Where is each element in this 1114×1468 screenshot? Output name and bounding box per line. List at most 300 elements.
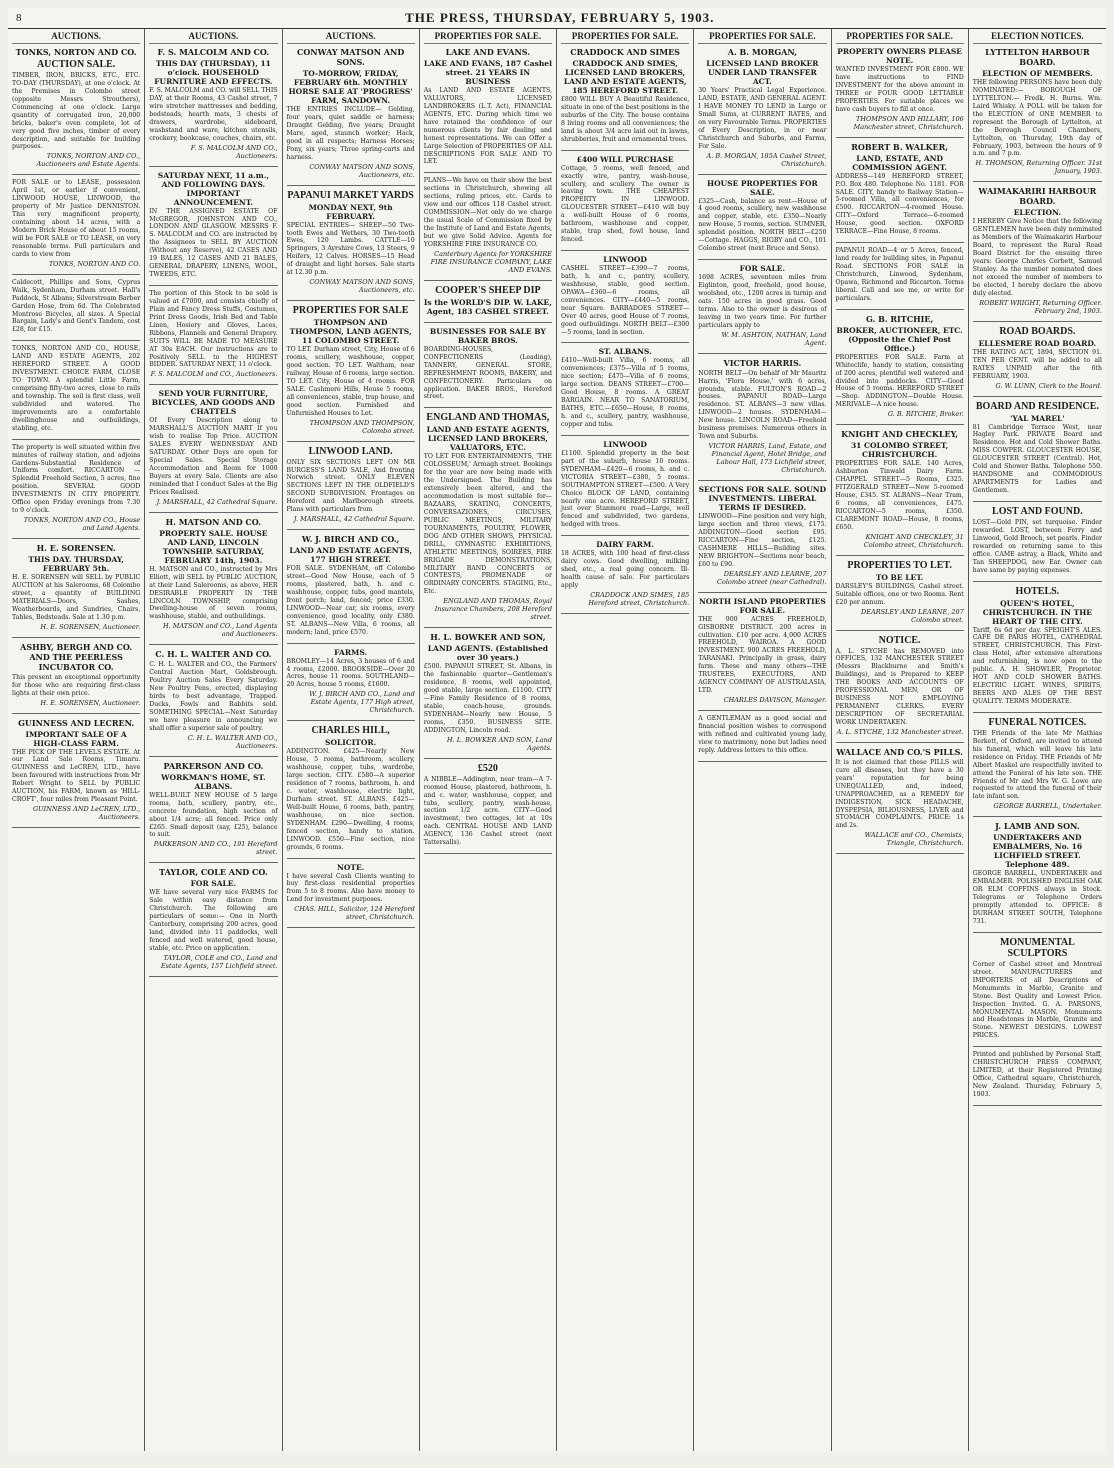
ad-body-text: FOR SALE or to LEASE, possession April 1st, or earlier if convenient, LINWOOD HOUSE, LINWOOD, the property of Mr Justice DENNISTON. This very magnificent property, containing about 14 acres, with a Modern Brick House of about 15 rooms, will be FOR SALE or TO LEASE, on very reasonable terms. Full particulars and cards to view from (12, 179, 141, 258)
ad-signature: G. B. RITCHIE, Broker. (887, 410, 964, 419)
column-5 (557, 29, 694, 1451)
ad-headline: NOTICE. (878, 634, 921, 646)
ad-signature: DEARSLEY AND LEARNE, 207 Colombo street (near Cathedral). (716, 569, 827, 586)
ad-body-text: I have several Cash Clients wanting to buy first-class residential properties from 5 to 8 rooms. Also have money to Lend for investment purposes. (286, 872, 415, 904)
advertisement (836, 635, 964, 736)
ad-body-text: CASHEL STREET—£390—7 rooms, bath, h. and c., pantry, scullery, washhouse, stable, good section. OPAWA—£360—6 rooms, all conveniences. CITY—£440—5 rooms, near Square. BARBADOES STREET—Over 40 acres, good House of 7 rooms, good outbuildings. NORTH BELT—£300—5 rooms, land in section. (561, 265, 690, 336)
ad-body-text: THE RATING ACT, 1894, SECTION 91. TEN PER CENT. will be added to all RATES UNPAID after the 6th FEBRUARY, 1903. (972, 348, 1102, 380)
divider (561, 250, 689, 251)
advertisement (836, 314, 964, 419)
ad-body-text: GEORGE BARRELL, UNDERTAKER and EMBALMER. POLISHED ENGLISH OAK OR ELM COFFINS always in Stock. Telegrams or Telephone Orders promptly attended to. OFFICE: 8 DURHAM STREET SOUTH, Telephone 731. (972, 870, 1102, 925)
divider (149, 285, 277, 286)
ad-body-text: PAPANUI ROAD—4 or 5 Acres, fenced, land ready for building sites, in Papanui Road. SECTIONS FOR SALE in Christchurch, Linwood, Sydenham, Opawa, Richmond and Riccarton. Terms liberal. Call and see me, or write for particulars. (835, 247, 964, 302)
ad-headline: AUCTION SALE. (36, 59, 116, 70)
ad-subheading: IMPORTANT SALE OF A HIGH-CLASS FARM. (25, 729, 127, 748)
advertisement (973, 937, 1102, 1040)
advertisement (424, 285, 552, 316)
ad-body-text: PROPERTIES FOR SALE. 140 Acres, Ashburton Tinwald Dairy Farm. CHAPPEL STREET—5 Rooms, £325. FITZGERALD STREET—New 5-roomed House, £345. ST. ALBANS—Near Tram, 6 rooms, all conveniences, £475. RICCARTON—5 rooms, £350. CLAREMONT ROAD—House, 8 rooms, £650. (835, 460, 964, 531)
ad-signature: DEARSLEY AND LEARNE, 207 Colombo street. (861, 607, 964, 624)
ad-body-text: Printed and published by Personal Staff, CHRISTCHURCH PRESS COMPANY, LIMITED, at their Registered Printing Office, Cathedral square, Christchurch, New Zealand. Thursday, February 5, 1903. (972, 1051, 1102, 1098)
divider (424, 853, 552, 854)
column-heading: ELECTION NOTICES. (973, 31, 1102, 44)
advertisement (973, 506, 1102, 575)
ad-subheading: DAIRY FARM. (596, 540, 654, 550)
column-8 (969, 29, 1106, 1451)
ad-body-text: The property is well situated within five minutes of railway station, and adjoins Gardens-Substantial Residence of Uniform comfort. RICCARTON — Splendid Freehold Section, 5 acres, fine position. SEVERAL GOOD INVESTMENTS IN CITY PROPERTY. Office open Friday evenings from 7.30 to 9 o'clock. (12, 443, 141, 515)
page-number-left: 8 (16, 12, 22, 24)
column-3 (283, 29, 420, 1451)
ad-body-text: £800 WILL BUY A Beautiful Residence, situate in one of the best positions in the suburbs of the City. The house contains 8 living rooms and all conveniences; the land is about 3/4 acre laid out in lawns, shrubberies, fruit and ornamental trees. (561, 96, 690, 143)
divider (973, 1105, 1102, 1106)
ad-signature: THOMPSON AND THOMPSON, Colombo street. (309, 418, 415, 435)
ad-body-text: As LAND AND ESTATE AGENTS, VALUATORS, LICENSED LANDBROKERS (L.T. Act), FINANCIAL AGENTS, ETC. During which time we have retained the confidence of our numerous clients by fair dealing and honest representations. We can Offer a Large Selection of PROPERTIES OF ALL DESCRIPTIONS FOR SALE AND TO LET. (423, 87, 552, 166)
ad-signature: TAYLOR, COLE and CO., Land and Estate Agents, 157 Lichfield street. (160, 953, 278, 970)
divider (12, 713, 140, 714)
advertisement (12, 345, 140, 432)
ad-headline: PROPERTIES FOR SALE (292, 305, 409, 317)
ad-body-text: ADDRESS—149 HEREFORD STREET, P.O. Box 480. Telephone No. 1181. FOR SALE. CITY, handy to Railway Station—5-roomed Villa, all conveniences, for £500. RICCARTON—4-roomed House. CITY—Oxford Terrace—6-roomed House, good section. OXFORD TERRACE—Fine House, 8 rooms. (835, 172, 964, 236)
ad-body-text: IN THE ASSIGNED ESTATE OF McGREGOR, JOHNSTON AND CO., LONDON AND GLASGOW. MESSRS F. S. MALCOLM and CO. are instructed by the Assignees to SELL BY AUCTION (Without any Reserve), 42 CASES AND 19 BALES, 12 CASES AND 21 BALES, GENERAL DRAPERY, LINENS, WOOL, TWEEDS, ETC. (149, 207, 278, 279)
ad-subheading: BROKER, AUCTIONEER, ETC. (Opposite the Chief Post Office.) (836, 325, 963, 353)
advertisement (287, 47, 415, 179)
divider (561, 613, 689, 614)
advertisement (836, 429, 964, 548)
ad-signature: CONWAY MATSON AND SONS, Auctioneers, etc. (309, 278, 415, 295)
ad-body-text: A NIBBLE—Addington, near tram—A 7-roomed House, plastered, bathroom, h. and c. water, washhouse, copper, and tubs, scullery, pantry, wash-house, section 1/2 acre. CITY—Good investment, two cottages, let at 10s each. CENTRAL HOUSE AND LAND AGENCY, 136 Cashel street (next Tattersalls). (423, 775, 552, 847)
divider (836, 309, 964, 310)
advertisement (424, 177, 552, 273)
ad-subheading: LAND, ESTATE, AND COMMISSION AGENT. (852, 153, 948, 172)
ad-body-text: F. S. MALCOLM and CO. will SELL THIS DAY, at their Rooms, 43 Cashel street, 7 wire stretcher mattresses and bedding, bedsteads, hearth mats, 3 chests of drawers, wardrobe, sideboard, washstand and ware, kitchen utensils, crockery, bookcase, couches, chairs, etc. (149, 87, 278, 142)
columns-container (8, 29, 1106, 1451)
ad-signature: W. J. BIRCH AND CO., Land and Estate Agents, 177 High street, Christchurch. (309, 690, 415, 715)
divider (12, 439, 140, 440)
ad-subheading: SEND YOUR FURNITURE, BICYCLES, AND GOODS AND CHATTELS (151, 389, 276, 417)
advertiser-name: A. B. MORGAN, (727, 47, 797, 57)
advertisement (149, 47, 277, 160)
advertisement (561, 540, 689, 607)
advertisement (12, 543, 140, 631)
divider (836, 853, 964, 854)
divider (287, 720, 415, 721)
ad-body-text: NORTH BELT—On behalf of Mr Mauritz Harris, 'Flora House,' with 6 acres, grounds, stable. FULTON'S ROAD—2 houses. PAPANUI ROAD—Large residence. ST. ALBANS—3 new villas. LINWOOD—2 houses. SYDENHAM—New house. LINCOLN ROAD—Freehold business premises. Numerous others in Town and Suburbs. (698, 369, 827, 441)
advertisement (836, 247, 964, 303)
divider (287, 300, 415, 301)
ad-body-text: TO LET FOR ENTERTAINMENTS, 'THE COLOSSEUM,' Armagh street. Bookings for the year are now being made with the Undersigned. The Building has extensively been altered, and the accommodation is most suitable for— BAZAARS, SKATING, CONCERTS, CONVERSAZIONES, CIRCUSES, PUBLIC MEETINGS, MILITARY TOURNAMENTS, POULTRY, FLOWER, DOG AND OTHER SHOWS, PHYSICAL DRILL, GYMNASTIC EXHIBITIONS, ATHLETIC MEETINGS, SOIREES, FIRE BRIGADE DEMONSTRATIONS, MILITARY BAND CONCERTS or CONTESTS, PROMENADE or ORDINARY CONCERTS. STAGING, Etc., Etc. (423, 453, 552, 596)
advertiser-name: LYTTELTON HARBOUR BOARD. (985, 47, 1090, 67)
ad-body-text: It is not claimed that these PILLS will cure all diseases, but they have a 30 years' reputation for being UNEQUALLED, and, indeed, UNAPPROACHED, as a REMEDY for INDIGESTION, SICK HEADACHE, DYSPEPSIA, BILIOUSNESS, LIVER and STOMACH COMPLAINTS. PRICE: 1s and 2s. (835, 758, 964, 830)
ad-signature: G. W. LUNN, Clerk to the Board. (995, 381, 1102, 390)
advertisement (149, 389, 277, 505)
ad-signature: GEORGE BARRELL, Undertaker. (993, 802, 1102, 811)
divider (973, 321, 1102, 322)
ad-signature: W. M. ASHTON, NATHAN, Land Agent. (721, 330, 827, 347)
divider (561, 535, 689, 536)
ad-signature: GUINNESS AND LeCREN, LTD., Auctioneers. (32, 805, 141, 822)
ad-headline: FUNERAL NOTICES. (988, 716, 1087, 728)
advertiser-name: PARKERSON AND CO. (163, 760, 264, 771)
ad-signature: J. MARSHALL, 42 Cathedral Square. (156, 497, 278, 506)
ad-signature: TONKS, NORTON AND CO. (48, 259, 141, 268)
ad-subheading: PROPERTY OWNERS PLEASE NOTE. (837, 47, 963, 65)
advertiser-name: C. H. L. WALTER AND CO. (155, 649, 272, 660)
divider (149, 384, 277, 385)
column-4 (420, 29, 557, 1451)
ad-subheading: ELECTION. (1013, 208, 1062, 218)
ad-signature: TONKS, NORTON AND CO., Auctioneers and Estate Agents. (36, 152, 141, 169)
ad-signature: PARKERSON AND CO., 191 Hereford street. (153, 840, 278, 857)
divider (149, 976, 277, 977)
advertisement (149, 867, 277, 970)
advertisement (973, 326, 1102, 390)
ad-body-text: LOST—Gold PIN, set turquoise. Finder rewarded. LOST, between Ferry and Linwood, Gold Brooch, set pearls. Finder rewarded on returning same to this office. CAME astray, a Black, White and Tan SHEEPDOG, new Ear. Owner can have same by paying expenses. (972, 518, 1102, 574)
ad-subheading: FARMS. (334, 647, 368, 657)
ad-signature: THOMPSON AND HILLARY, 106 Manchester street, Christchurch. (853, 114, 964, 131)
advertisement (973, 47, 1102, 175)
ad-signature: A. B. MORGAN, 185A Cashel Street, Christchurch. (706, 151, 827, 168)
divider (836, 742, 964, 743)
ad-signature: F. S. MALCOLM and CO., Auctioneers. (150, 370, 278, 379)
ad-subheading: £400 WILL PURCHASE (576, 154, 674, 164)
ad-headline: LINWOOD LAND. (308, 445, 393, 457)
divider (698, 480, 826, 481)
advertisement (698, 179, 826, 254)
ad-headline: PROPERTIES TO LET. (847, 559, 952, 571)
ad-signature: CRADDOCK AND SIMES, 185 Hereford street, Christchurch. (588, 590, 690, 607)
divider (698, 353, 826, 354)
column-heading: PROPERTIES FOR SALE. (561, 31, 689, 44)
ad-subheading: THOMPSON AND THOMPSON, LAND AGENTS, 11 COLOMBO STREET. (289, 318, 412, 346)
ad-signature: CHAS. HILL, Solicitor, 124 Hereford street, Christchurch. (294, 905, 415, 922)
ad-body-text: LINWOOD—Fine position and very high, large section and three views, £175. ADDINGTON—Good section £95. RICCARTON—Fine section, £125. CASHMERE HILLS—Building sites. NEW BRIGHTON—Sections near beach, £60 to £90. (698, 513, 827, 568)
advertisement (287, 305, 415, 434)
advertiser-name: G. B. RITCHIE, (865, 313, 934, 324)
advertisement (424, 632, 552, 751)
column-heading: PROPERTIES FOR SALE. (424, 31, 552, 44)
ad-signature: CHARLES DAVISON, Manager. (723, 696, 827, 704)
ad-body-text: I HEREBY Give Notice that the following GENTLEMEN have been duly nominated as Members of the Waimakariri Harbour Board, to represent the Rural Road Board District for the ensuing three years: George Charles Corbett, Samuel Stanley. As the number nominated does not exceed the number of members to be elected, I hereby declare the above duly elected. (972, 218, 1102, 297)
ad-body-text: 1698 ACRES, seventeen miles from Eiglinton, good, freehold, good house, woolshed, etc., 1200 acres in turnip and oats. 150 acres in good grass. Good terms. Also to the owner is desirous of leaving in two years time. For further particulars apply to (698, 274, 827, 329)
advertisement (287, 446, 415, 524)
divider (287, 185, 415, 186)
divider (973, 932, 1102, 933)
ad-body-text: TO LET. Durham street, City, House of 6 rooms, scullery, washhouse, copper, good section. TO LET. Waltham, near railway, House of 6 rooms, large section. TO LET. City, House of 4 rooms. FOR SALE. Cashmere Hills, House 5 rooms, all conveniences, stable, trap house, and good section. Furnished and Unfurnished Houses to Let. (286, 346, 415, 417)
advertisement (424, 47, 552, 166)
advertisement (12, 179, 140, 267)
ad-subheading: LAND AND ESTATE AGENTS, LICENSED LAND BROKERS, VALUATORS, ETC. (426, 425, 550, 453)
ad-body-text: BOARDING-HOUSES, CONFECTIONERS (Leading), TANNERY, GENERAL STORE, REFRESHMENT ROOMS, BAKERY, and CONFECTIONERY. Particulars on application. BAKER BROS., Hereford street. (423, 345, 552, 401)
ad-body-text: WELL-BUILT NEW HOUSE of 5 large rooms, bath, scullery, pantry, etc., concrete foundation, high section of about 1/4 acre; all fenced. Price only £265. Small deposit (say, £25), balance to suit. (149, 791, 278, 839)
ad-body-text: Cottage, 5 rooms, well fenced, and exactly wire, pantry, wash-house, scullery, and scullery. The owner is leaving town. THE CHEAPEST PROPERTY IN LINWOOD. GLOUCESTER STREET—£410 will buy a well-built House of 6 rooms, bathroom, washhouse and copper, stable, trap shed, fowl house, land fenced. (561, 164, 690, 244)
ad-signature: C. H. L. WALTER AND CO., Auctioneers. (187, 733, 278, 750)
advertisement (287, 648, 415, 715)
advertisement (149, 171, 277, 279)
ad-body-text: THE 900 ACRES FREEHOLD, GISBORNE DISTRICT. 200 acres in cultivation. £10 per acre. 4,000 ACRES FREEHOLD, WAIROA. A GOOD INVESTMENT. 900 ACRES FREEHOLD, TARANAKI. Principally in grass, dairy farm. These and many others—THE TRUSTEES, EXECUTORS, AND AGENCY COMPANY OF AUSTRALASIA, LTD. (698, 615, 827, 695)
ad-subheading: PROPERTY SALE. HOUSE AND LAND, LINCOLN TOWNSHIP. SATURDAY, FEBRUARY 14th, 1903. (159, 528, 268, 565)
advertisement (561, 440, 689, 529)
ad-subheading: CRADDOCK AND SIMES, LICENSED LAND BROKERS, LAND AND ESTATE AGENTS, 185 HEREFORD STREET. (563, 59, 687, 95)
advertisement (561, 155, 689, 244)
ad-body-text: TONKS, NORTON AND CO., HOUSE, LAND AND ESTATE AGENTS, 202 HEREFORD STREET. A GOOD INVESTMENT. CHOICE FARM, CLOSE TO TOWN. A splendid Little Farm, comprising fifty-two acres, close to rails and township. The soil is first class, well subdivided and watered. The improvements are a comfortable dwellinghouse and outbuildings, stabling, etc. (12, 345, 141, 432)
ad-subheading: 31 COLOMBO STREET, CHRISTCHURCH. (850, 441, 949, 460)
ad-body-text: PROPERTIES FOR SALE. Farm at Whiteclife, handy to station, consisting of 200 acres, plentiful well watered and divided into paddocks. CITY—Good House of 5 rooms. HEREFORD STREET—Shop. ADDINGTON—Double House. MERIVALE—A nice house. (835, 353, 964, 409)
divider (561, 342, 689, 343)
advertisement (424, 412, 552, 621)
ad-subheading: UNDERTAKERS AND EMBALMERS, No. 16 LICHFIELD STREET. Telephone 489. (992, 833, 1083, 870)
divider (836, 555, 964, 556)
ad-body-text: A GENTLEMAN as a good social and financial position wishes to correspond with refined and cultivated young lady, view to matrimony, none but ladies need reply. Address letters to this office. (698, 715, 827, 754)
divider (836, 242, 964, 243)
divider (698, 592, 826, 593)
ad-subheading: ST. ALBANS. (598, 347, 652, 357)
ad-headline: MONUMENTAL SCULPTORS (999, 936, 1075, 959)
divider (149, 756, 277, 757)
advertiser-name: GUINNESS AND LECREN. (18, 717, 135, 728)
ad-signature: H. E. SORENSEN, Auctioneer. (40, 622, 141, 631)
ad-body-text: A. L. STYCHE has REMOVED into OFFICES, 132 MANCHESTER STREET (Messrs Blackburne and Smith's Buildings), and is Prepared to KEEP THE BOOKS AND ACCOUNTS OF PROFESSIONAL MEN, OR OF BUSINESS NOT EMPLOYING PERMANENT CLERKS. EVERY DESCRIPTION OF SECRETARIAL WORK UNDERTAKEN. (835, 647, 964, 726)
advertiser-name: ROBERT B. WALKER, (851, 141, 949, 152)
ad-headline: LOST AND FOUND. (992, 505, 1083, 517)
advertiser-name: CONWAY MATSON AND SONS. (296, 47, 405, 67)
advertisement (973, 717, 1102, 810)
column-heading: AUCTIONS. (149, 31, 277, 44)
advertisement (149, 761, 277, 857)
ad-subheading: Is the WORLD'S DIP. W. LAKE, Agent, 183 CASHEL STREET. (423, 297, 552, 316)
ad-body-text: FOR SALE. SYDENHAM, off Colombo street—Good New House, each of 5 rooms, plastered, bath, h. and c. washhouse, copper, tubs, good mantels, front porch; land, fenced; price £330. LINWOOD—Near car, six rooms, every convenience, good locality, only £380. ST. ALBANS—New Villa, 6 rooms, all modern; land, price £570. (286, 565, 415, 636)
divider (424, 407, 552, 408)
ad-subheading: TO BE LET. (875, 572, 924, 582)
ad-signature: KNIGHT AND CHECKLEY, 31 Colombo street, Christchurch. (863, 532, 964, 549)
ad-body-text: PLANS—We have on their show the best sections in Christchurch, showing all sections, ruling prices, etc. Cards to view and our offices 118 Cashel street. COMMISSION—Not only do we charge the usual Scale of Commission fixed by the Institute of Land and Estate Agents, but we give Solid Advice. Agents for YORKSHIRE FIRE INSURANCE CO. (423, 177, 552, 248)
ad-subheading: QUEEN'S HOTEL, CHRISTCHURCH. IN THE HEART OF THE CITY. (982, 598, 1092, 626)
ad-subheading: LICENSED LAND BROKER UNDER LAND TRANSFER ACT. (706, 59, 819, 86)
ad-subheading: ELECTION OF MEMBERS. (982, 69, 1093, 78)
column-2 (145, 29, 282, 1451)
ad-subheading: LINWOOD (603, 439, 647, 449)
divider (973, 501, 1102, 502)
ad-signature: F. S. MALCOLM AND CO., Auctioneers. (190, 143, 278, 160)
ad-body-text: BROMLEY—14 Acres, 3 houses of 6 and 4 rooms, £2000. BROOKSIDE—Over 20 Acres, house 11 rooms. SOUTHLAND—20 Acres, house 5 rooms, £1600. (286, 657, 415, 689)
divider (287, 643, 415, 644)
ad-signature: Canterbury Agents for YORKSHIRE FIRE INSURANCE COMPANY, LAKE AND EVANS. (430, 249, 552, 274)
advertiser-name: WALLACE AND CO.'S PILLS. (836, 746, 963, 757)
newspaper-title: THE PRESS, THURSDAY, FEBRUARY 5, 1903. (405, 10, 715, 25)
divider (149, 862, 277, 863)
advertiser-name: WAIMAKARIRI HARBOUR BOARD. (978, 186, 1097, 207)
ad-headline: ROAD BOARDS. (999, 325, 1076, 337)
advertiser-name: W. J. BIRCH AND CO., (301, 534, 400, 545)
divider (973, 1046, 1102, 1047)
advertisement (973, 586, 1102, 706)
column-7 (832, 29, 969, 1451)
advertisement (836, 560, 964, 624)
advertiser-name: ASHBY, BERGH AND CO. AND THE PEERLESS INCUBATOR CO. (20, 641, 133, 672)
ad-headline: CHARLES HILL, (311, 725, 390, 737)
ad-subheading: WORKMAN'S HOME, ST. ALBANS. (161, 772, 266, 791)
advertisement (12, 642, 140, 707)
ad-subheading: SOLICITOR. (325, 738, 377, 748)
ad-headline: £520 (477, 762, 498, 774)
ad-subheading: NORTH ISLAND PROPERTIES FOR SALE. (698, 596, 826, 615)
ad-subheading: NOTE. (336, 862, 365, 872)
ad-body-text: Of Every Description along to MARSHALL'S AUCTION MART If you wish to realise Top Price. AUCTION SALES EVERY WEDNESDAY AND SATURDAY. Other Days are open for Special Sales. Special Storage Accommodation and Room for 1000 Buyers at every Sale. Clients are also reminded that I conduct Sales at the Big Prices Realised. (149, 417, 278, 496)
advertisement (149, 290, 277, 378)
advertiser-name: H. MATSON AND CO. (165, 516, 262, 527)
ad-signature: ENGLAND AND THOMAS, Royal Insurance Chambers, 208 Hereford street. (434, 597, 552, 622)
divider (12, 274, 140, 275)
advertiser-name: KNIGHT AND CHECKLEY, (841, 429, 959, 440)
ad-signature: A. L. STYCHE, 132 Manchester street. (836, 727, 964, 736)
ad-subheading: LINWOOD (603, 255, 647, 264)
ad-body-text: £500. PAPANUI STREET, St. Albans, in the fashionable quarter—Gentleman's residence, 8 rooms, well appointed, good stable, large section. £1100. CITY—Fine Family Residence of 8 rooms, stable, coach-house, grounds. SYDENHAM—Nearly new House, 5 rooms, £350. BUSINESS SITE. ADDINGTON, Lincoln road. (423, 663, 552, 734)
column-1 (8, 29, 145, 1451)
advertisement (698, 485, 826, 586)
divider (973, 712, 1102, 713)
advertisement (836, 142, 964, 237)
divider (149, 644, 277, 645)
ad-body-text: 30 Years' Practical Legal Experience. LAND, ESTATE, AND GENERAL AGENT. I HAVE MONEY TO LEND in Large or Small Sums, at CURRENT RATES, and on very Favourable Terms. PROPERTIES of Every Description, in or near Christchurch and Suburbs, and Farms, For Sale. (698, 87, 827, 150)
ad-body-text: TIMBER, IRON, BRICKS, ETC., ETC. TO-DAY (THURSDAY), at one o'clock. At the Premises in Colombo street (opposite Messrs Strouthers), Commencing at one o'clock. Large quantity of corrugated iron, 20,000 bricks, baker's oven complete, lot of very good five inches, timber of every description, and suitable for building purposes. (12, 72, 141, 151)
advertisement (561, 255, 689, 336)
advertisement (561, 47, 689, 144)
divider (698, 710, 826, 711)
ad-signature: J. MARSHALL, 42 Cathedral Square. (293, 515, 415, 524)
ad-headline: HOTELS. (1015, 585, 1060, 597)
ad-subheading: LAKE AND EVANS, 187 Cashel street. 21 YEARS IN BUSINESS (423, 59, 552, 86)
ad-body-text: THE following PERSONS have been duly NOMINATED:— BOROUGH OF LYTTELTON.— Fredk. H. Burns. Wm. Laird Whisky. A POLL will be taken for the ELECTION of ONE MEMBER to represent the Borough of Lyttelton, at the Borough Council Chambers, Lyttelton, on Thursday, 19th day of February, 1903, between the hours of 9 a.m. and 7 p.m. (972, 79, 1102, 158)
ad-body-text: 81 Cambridge Terrace West, near Hagley Park. PRIVATE Board and Residence. Hot and Cold Shower Baths. MISS COWPER. GLOUCESTER HOUSE, GLOUCESTER STREET (Central). Hot, Cold and Shower Baths. Telephone 550. HANDSOME and COMMODIOUS APARTMENTS for Ladies and Gentlemen. (972, 423, 1102, 494)
column-heading: PROPERTIES FOR SALE. (836, 31, 964, 44)
advertisement (698, 358, 826, 474)
column-heading: PROPERTIES FOR SALE. (698, 31, 826, 44)
ad-body-text: This present an exceptional opportunity for those who are requiring first-class lights at their own price. (12, 673, 141, 697)
divider (12, 538, 140, 539)
advertiser-name: CRADDOCK AND SIMES (570, 47, 680, 57)
advertisement (287, 725, 415, 851)
ad-body-text: WE have several very nice FARMS for Sale within easy distance from Christchurch. The following are particulars of some:— One in North Canterbury, comprising 200 acres, good land, divided into 11 paddocks, well fenced and well watered, good house, stable, etc. Price on application. (149, 889, 278, 952)
divider (287, 441, 415, 442)
divider (973, 396, 1102, 397)
advertisement (424, 763, 552, 847)
divider (424, 758, 552, 759)
ad-headline: ENGLAND AND THOMAS, (426, 412, 550, 424)
ad-signature: CONWAY MATSON AND SONS, Auctioneers, etc. (309, 162, 415, 179)
ad-body-text: H. MATSON and CO., instructed by Mrs Elliott, will SELL by PUBLIC AUCTION, at their Land Salerooms, as above, HER DESIRABLE PROPERTY IN THE LINCOLN TOWNSHIP, comprising Dwelling-house of seven rooms, washhouse, stable, and outbuildings. (149, 565, 278, 621)
divider (424, 627, 552, 628)
divider (698, 174, 826, 175)
ad-signature: H. THOMSON, Returning Officer. 31st January, 1903. (975, 159, 1102, 176)
divider (424, 280, 552, 281)
column-heading: AUCTIONS. (12, 31, 140, 44)
advertisement (561, 347, 689, 428)
advertiser-name: TAYLOR, COLE AND CO. (159, 867, 268, 878)
advertiser-name: H. E. SORENSEN. (36, 543, 116, 554)
ad-signature: H. L. BOWKER AND SON, Land Agents. (446, 735, 552, 752)
divider (561, 435, 689, 436)
ad-subheading: 'YAL MAREL' (1010, 413, 1065, 423)
ad-subheading: THIS DAY (THURSDAY), 11 o'clock. HOUSEHOLD FURNITURE AND EFFECTS. (154, 59, 273, 86)
ad-body-text: THE Friends of the late Mr Mathias Berkett, of Oxford, are invited to attend his funeral, which will leave his late residence on Friday. THE Friends of Mr Albert Maskel are respectfully invited to attend the Funeral of his late son. THE Friends of Mr and Mrs W. G. Lowe are requested to attend the funeral of their late infant son. (972, 729, 1102, 801)
divider (149, 512, 277, 513)
advertisement (836, 47, 964, 131)
ad-body-text: Corner of Cashel street and Montreal street. MANUFACTURERS and IMPORTERS of all Descriptions of Monuments in Marble, Granite and Stone. Best Quality and Lowest Price. Inspection Invited. G. A. PARSONS, MONUMENTAL MASON. Monuments and Headstones in Marble, Granite and Stone. NEWEST DESIGNS. LOWEST PRICES. (972, 960, 1102, 1040)
ad-body-text: Caldecott, Phillips and Sons, Cyprus Walk, Sydenham, Durham street. Hall's Paddock, St Albans; Silverstream Barber Garden Hose, from 6d. The Celebrated Montrose Bicycles, all sizes. A Special Bargain, Lady's and Gent's Tandem, cost £28, for £15. (12, 278, 141, 334)
divider (698, 761, 826, 762)
ad-headline: BOARD AND RESIDENCE. (975, 400, 1099, 412)
advertiser-name: VICTOR HARRIS. (723, 357, 802, 368)
divider (836, 424, 964, 425)
ad-body-text: ONLY SIX SECTIONS LEFT ON MR BURGESS'S LAND SALE, And fronting Norwich street. ONLY ELEVEN SECTIONS LEFT IN THE OLDFIELD'S SECOND SUBDIVISION. Frontages on Hereford and Marlborough streets. Plans with particulars from (286, 458, 415, 514)
ad-signature: H. E. SORENSEN, Auctioneer. (40, 698, 141, 707)
advertisement (973, 821, 1102, 926)
divider (561, 150, 689, 151)
advertisement (149, 649, 277, 749)
ad-body-text: £1100. Splendid property in the best part of the suburb, house 10 rooms. SYDENHAM—£420—6 rooms, h. and c. VICTORIA STREET—£380, 5 rooms. SOUTHAMPTON STREET—£500. A Very Choice BLOCK OF LAND, containing nearly one acre. HEREFORD STREET, just over Stanmore road—Large, well fenced and subdivided, two gardens, hedged with trees. (561, 449, 690, 529)
divider (424, 172, 552, 173)
ad-body-text: THE ENTRIES INCLUDE— Gelding, four years, quiet saddle or harness; Draught Gelding, five years; Draught Mare, aged, staunch worker; Hack, good in all respects; Harness Horses; Pony, six years; Three spring-carts and harness. (286, 106, 415, 161)
divider (698, 259, 826, 260)
ad-headline: PAPANUI MARKET YARDS (287, 189, 414, 201)
ad-body-text: £325—Cash, balance as rent—House of 4 good rooms, scullery, new washhouse and copper, stable, etc. £350—Nearly new House, 5 rooms, section. SUMNER, splendid position. NORTH BELT—£250—Cottage. HAGGS, RIGBY and CO., 101 Colombo street (next Bruce and Sons). (698, 197, 827, 253)
ad-signature: VICTOR HARRIS, Land, Estate, and Financial Agent, Hotel Bridge, and Labour Hall, 173 Lichfield street, Christchurch. (708, 442, 827, 475)
ad-headline: COOPER'S SHEEP DIP (435, 284, 541, 296)
ad-subheading: BUSINESSES FOR SALE BY BAKER BROS. (429, 326, 546, 345)
advertisement (12, 444, 140, 532)
advertisement (287, 863, 415, 922)
advertisement (836, 747, 964, 847)
advertisement (973, 1051, 1102, 1099)
ad-body-text: 18 ACRES, with 100 head of first-class dairy cows. Good dwelling, milking shed, etc., a real going concern. Ill-health cause of sale. For particulars apply (561, 550, 690, 589)
divider (836, 630, 964, 631)
ad-signature: WALLACE and CO., Chemists, Triangle, Christchurch. (864, 831, 964, 848)
advertisement (424, 327, 552, 402)
divider (12, 827, 140, 828)
column-heading: AUCTIONS. (287, 31, 415, 44)
ad-body-text: WANTED INVESTMENT FOR £800. WE have instructions to FIND INVESTMENT for the above amount in THREE or FOUR GOOD LETTABLE PROPERTIES. For suitable places we have cash buyers to fill at once. (835, 66, 964, 113)
advertiser-name: LAKE AND EVANS. (445, 47, 531, 57)
divider (836, 137, 964, 138)
advertisement (973, 186, 1102, 314)
advertisement (698, 597, 826, 704)
divider (287, 529, 415, 530)
advertisement (973, 401, 1102, 495)
ad-subheading: LAND AND ESTATE AGENTS, 177 HIGH STREET. (289, 546, 412, 565)
divider (973, 181, 1102, 182)
ad-subheading: FOR SALE. (190, 879, 237, 889)
divider (12, 637, 140, 638)
divider (973, 816, 1102, 817)
advertiser-name: TONKS, NORTON AND CO. (15, 47, 137, 57)
divider (287, 858, 415, 859)
ad-subheading: MONDAY NEXT, 9th FEBRUARY. (308, 202, 393, 221)
column-6 (694, 29, 831, 1451)
ad-signature: H. MATSON and CO., Land Agents and Auctioneers. (162, 622, 278, 639)
ad-body-text: Tariff, 6s 6d per day. SPEIGHT'S ALES. CAFE DE PARIS HOTEL, CATHEDRAL STREET, CHRISTCHURCH. This First-class Hotel, after extensive alterations and refurnishing, is now open to the public. A. H. SHOWLER, Proprietor. HOT AND COLD SHOWER BATHS. ELECTRIC LIGHT. WINES, SPIRITS, BEERS AND ALES OF THE BEST QUALITY. TERMS MODERATE. (972, 626, 1102, 705)
divider (973, 581, 1102, 582)
ad-subheading: THIS DAY. THURSDAY, FEBRUARY 5th. (28, 555, 124, 574)
ad-signature: ROBERT WRIGHT, Returning Officer. February 2nd, 1903. (979, 298, 1102, 315)
ad-subheading: SATURDAY NEXT, 11 a.m., AND FOLLOWING DAYS. IMPORTANT ANNOUNCEMENT. (157, 170, 269, 207)
ad-body-text: H. E. SORENSEN will SELL by PUBLIC AUCTION at his Salerooms, 68 Colombo street, a quantity of BUILDING MATERIALS—Doors, Sashes, Weatherboards, and Sundries, Chairs, Tables, Bedsteads. Sale at 1.30 p.m. (12, 574, 141, 621)
ad-body-text: ADDINGTON. £425—Nearly New House, 5 rooms, bathroom, scullery, washhouse, copper, tubs, wardrobe, large section. CITY. £580—A superior residence of 7 rooms, bathroom, h. and c. water, washhouse, electric light, Durham street. ST. ALBANS. £425—Well-built House, 6 rooms, bath, pantry, washhouse, on nice section. SYDENHAM. £290—Dwelling, 4 rooms, fenced section, handy to station. LINWOOD. £550—Fine section, nice grounds, 6 rooms. (286, 748, 415, 851)
advertisement (698, 715, 826, 755)
divider (12, 174, 140, 175)
ad-subheading: HOUSE PROPERTIES FOR SALE. (707, 178, 818, 197)
advertisement (12, 279, 140, 335)
ad-body-text: £410—Well-built Villa, 6 rooms, all conveniences; £375—Villa of 5 rooms, nice section; £475—Villa of 6 rooms, large section. DEANS STREET—£700—Good House, 8 rooms. A GREAT BARGAIN. NEAR TO SANATORIUM, BATHS, ETC.—£650—House, 8 rooms, h. and c., scullery, pantry, washhouse, copper and tubs. (561, 357, 690, 428)
advertisement (698, 47, 826, 168)
ad-subheading: FOR SALE. (739, 264, 786, 274)
